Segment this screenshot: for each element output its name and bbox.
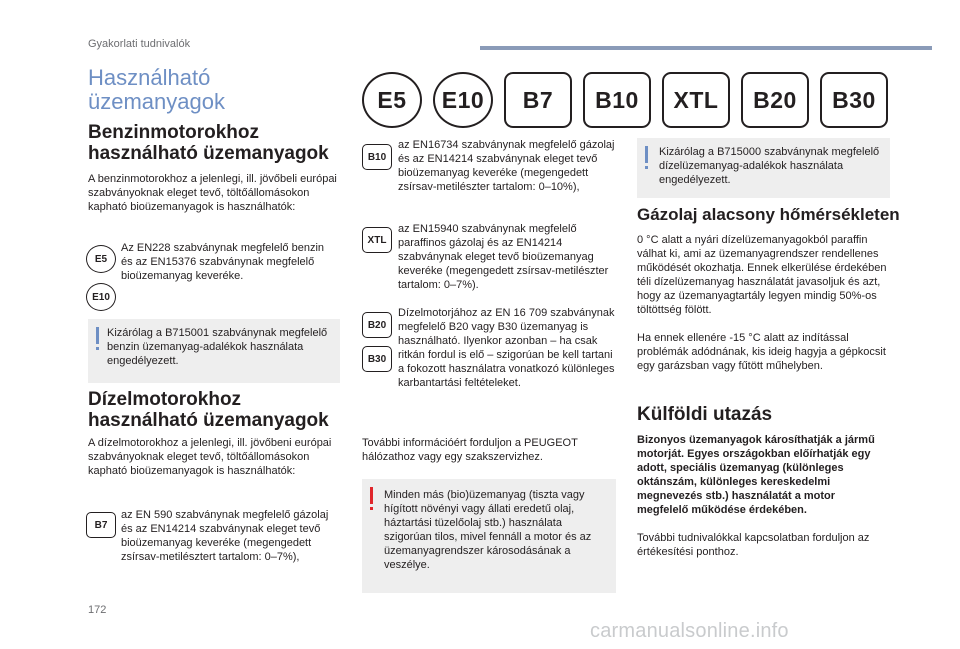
info-bar-icon (96, 327, 99, 344)
diesel-additive-note (637, 138, 890, 198)
section-header: Gyakorlati tudnivalók (88, 38, 191, 50)
diesel-title-line2: használható üzemanyagok (88, 410, 329, 431)
diesel-section-title (88, 389, 348, 431)
info-dot-icon (645, 166, 648, 169)
badge-e10-small: E10 (86, 283, 116, 311)
watermark: carmanualsonline.info (590, 620, 789, 642)
abroad-title: Külföldi utazás (637, 404, 773, 425)
petrol-intro: A benzinmotorokhoz a jelenlegi, ill. jövőbeli európai szabványoknak eleget tevő, töltőállomásokon kapható bioüzemanyagok is használhatók: (88, 173, 337, 213)
cold-text-2: Ha ennek ellenére -15 °C alatt az indítással problémák adódnának, kis ideig hagyja a gépkocsit egy garázsban vagy fűtött műhelyben. (637, 332, 886, 372)
fuel-badge-b10: B10 (583, 72, 651, 128)
fuel-badge-b20: B20 (741, 72, 809, 128)
fuel-badge-b30: B30 (820, 72, 888, 128)
page-title-line2: üzemanyagok (88, 89, 225, 114)
diesel-intro: A dízelmotorokhoz a jelenlegi, ill. jövőbeni európai szabványoknak eleget tevő, töltőállomásokon kapható bioüzemanyagok is használhatók: (88, 437, 332, 477)
warning-dot-icon (370, 507, 373, 510)
cold-title: Gázolaj alacsony hőmérsékleten (637, 205, 900, 224)
fuel-badge-e5: E5 (362, 72, 422, 128)
fuel-badge-xtl: XTL (662, 72, 730, 128)
header-bar (480, 46, 932, 50)
abroad-section-title (637, 404, 887, 425)
fuel-badge-b7: B7 (504, 72, 572, 128)
diesel-title-line1: Dízelmotorokhoz (88, 389, 242, 410)
page-title (88, 66, 225, 114)
diesel-warning-note (362, 479, 616, 593)
cold-text-1: 0 °C alatt a nyári dízelüzemanyagokból paraffin válhat ki, ami az üzemanyagrendszer rendellenes működését okozhatja. Ennek elkerülése érdekében téli dízelüzemanyag használatát javasoljuk és azt, hogy az üzemanyagtartály legyen mindig 50%-os töltöttség fölött. (637, 234, 887, 316)
diesel-info: További információért forduljon a PEUGEOT hálózathoz vagy egy szakszervizhez. (362, 437, 578, 463)
cold-section-title (637, 204, 907, 225)
page-title-line1: Használható (88, 65, 211, 90)
diesel-b20-b30-desc: Dízelmotorjához az EN 16 709 szabványnak megfelelő B20 vagy B30 üzemanyag is használható. Ilyenkor azonban – ha csak ritkán fordul is elő – szigorúan be kell tartani a fokozott használatra vonatkozó különleges karbantartási feltételeket. (398, 307, 615, 389)
diesel-xtl-desc: az EN15940 szabványnak megfelelő paraffinos gázolaj és az EN14214 szabványnak eleget tevő bioüzemanyag keveréke (megengedett zsírsav-metilészter tartalom: 0–7%). (398, 223, 609, 291)
badge-b10-small: B10 (362, 144, 392, 170)
petrol-title-line1: Benzinmotorokhoz (88, 122, 259, 143)
diesel-note-text: Kizárólag a B715000 szabványnak megfelelő dízelüzemanyag-adalékok használata engedélyezett. (659, 146, 880, 186)
diesel-warning-text: Minden más (bio)üzemanyag (tiszta vagy hígított növényi vagy állati eredetű olaj, háztartási tüzelőolaj stb.) használata szigorúan tilos, mivel fennáll a motor és az üzemanyagrendszer károsodásának a veszélye. (384, 489, 592, 571)
info-bar-icon (645, 146, 648, 163)
diesel-b10-desc: az EN16734 szabványnak megfelelő gázolaj és az EN14214 szabványnak eleget tevő bioüzemanyag keveréke (megengedett zsírsav-metilészter tartalom: 0–10%), (398, 139, 615, 193)
petrol-e5-e10-desc: Az EN228 szabványnak megfelelő benzin és az EN15376 szabványnak megfelelő bioüzemanyag keveréke. (121, 242, 325, 282)
fuel-badge-row (362, 72, 888, 128)
badge-xtl-small: XTL (362, 227, 392, 253)
badge-e5-small: E5 (86, 245, 116, 273)
diesel-b7-desc: az EN 590 szabványnak megfelelő gázolaj és az EN14214 szabványnak eleget tevő bioüzemanyag keveréke (megengedett zsírsav-metilésztert tartalom: 0–7%), (121, 509, 329, 563)
abroad-text: További tudnivalókkal kapcsolatban forduljon az értékesítési ponthoz. (637, 532, 870, 558)
warning-bar-icon (370, 487, 373, 504)
badge-b7-small: B7 (86, 512, 116, 538)
petrol-note-text: Kizárólag a B715001 szabványnak megfelelő benzin üzemanyag-adalékok használata engedélyezett. (107, 327, 328, 367)
abroad-bold-text: Bizonyos üzemanyagok károsíthatják a jármű motorját. Egyes országokban előírhatják egy adott, speciális üzemanyag (különleges oktánszám, különleges kereskedelmi megnevezés stb.) használatát a motor megfelelő működése érdekében. (637, 434, 875, 516)
petrol-title-line2: használható üzemanyagok (88, 143, 329, 164)
badge-b20-small: B20 (362, 312, 392, 338)
badge-b30-small: B30 (362, 346, 392, 372)
petrol-additive-note (88, 319, 340, 383)
fuel-badge-e10: E10 (433, 72, 493, 128)
page-number: 172 (88, 604, 107, 616)
info-dot-icon (96, 347, 99, 350)
petrol-section-title (88, 122, 338, 164)
